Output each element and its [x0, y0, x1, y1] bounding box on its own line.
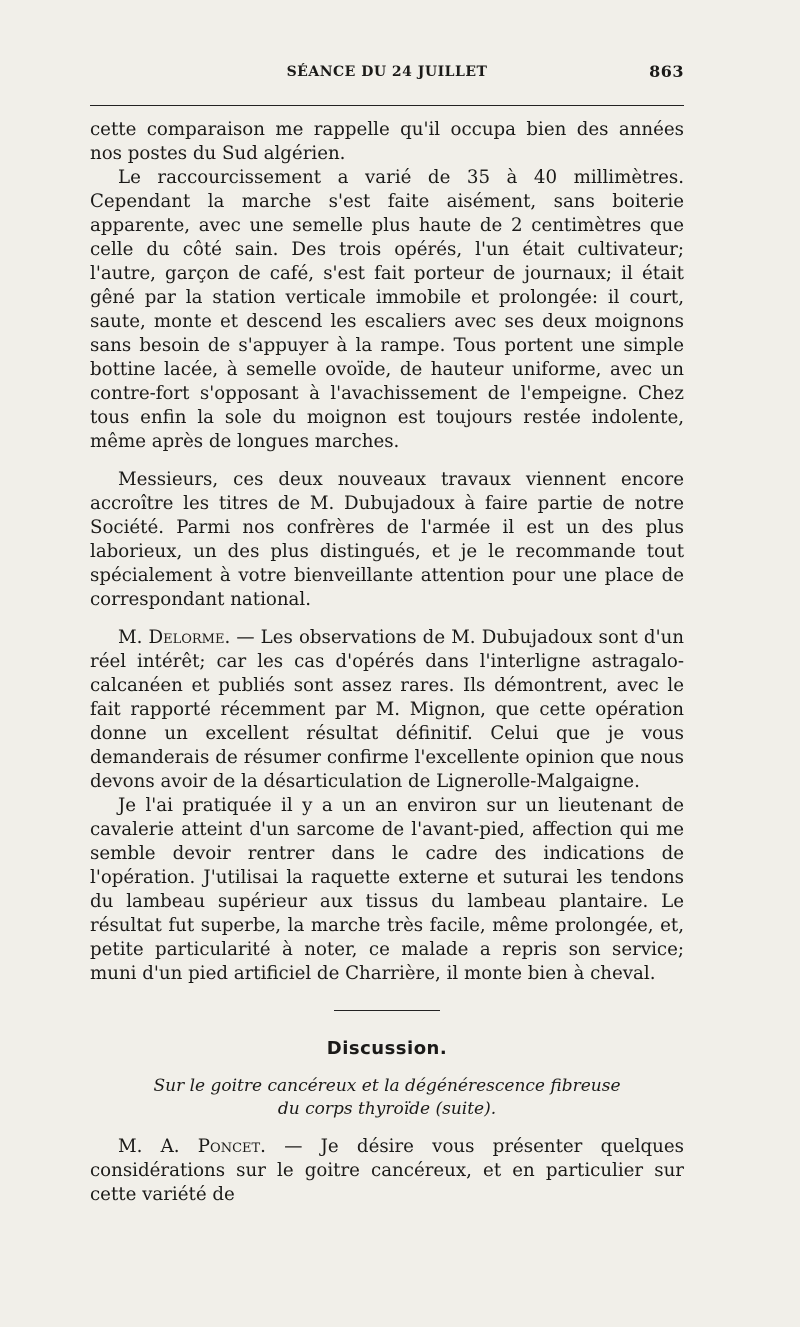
speech-poncet: — Je désire vous présenter quelques considérations sur le goitre cancéreux, et en particulier sur cette variété de: [90, 1136, 684, 1205]
paragraph-results: Le raccourcissement a varié de 35 à 40 millimètres. Cependant la marche s'est faite aisément, sans boiterie apparente, avec une semelle plus haute de 2 centimètres que celle du côté sain. Des trois opérés, l'un était cultivateur; l'autre, garçon de café, s'est fait porteur de journaux; il était gêné par la station verticale immobile et prolongée: il court, saute, monte et descend les escaliers avec ses deux moignons sans besoin de s'appuyer à la rampe. Tous portent une simple bottine lacée, à semelle ovoïde, de hauteur uniforme, avec un contre-fort s'opposant à l'avachissement de l'empeigne. Chez tous enfin la sole du moignon est toujours restée indolente, même après de longues marches.: [90, 167, 684, 452]
paragraph-recommendation: Messieurs, ces deux nouveaux travaux viennent encore accroître les titres de M. Dubujadoux à faire partie de notre Société. Parmi nos confrères de l'armée il est un des plus laborieux, un des plus distingués, et je le recommande tout spécialement à votre bienveillante attention pour une place de correspondant national.: [90, 469, 684, 610]
subtitle-line-2: du corps thyroïde (suite).: [277, 1099, 497, 1119]
speaker-prefix: M.: [118, 627, 149, 648]
speaker-name-poncet: Poncet.: [197, 1136, 266, 1157]
subtitle-line-1: Sur le goitre cancéreux et la dégénérescence fibreuse: [153, 1076, 621, 1096]
discussion-subtitle: [90, 1075, 684, 1121]
page-number: 863: [649, 62, 684, 81]
page-header: [90, 62, 684, 86]
running-title: SÉANCE DU 24 JUILLET: [286, 64, 488, 80]
text-body: [90, 118, 684, 1207]
paragraph-poncet: [90, 1135, 684, 1207]
header-rule: [90, 105, 684, 106]
speech-delorme: — Les observations de M. Dubujadoux sont d'un réel intérêt; car les cas d'opérés dans l'interligne astragalo-calcanéen et publiés sont assez rares. Ils démontrent, avec le fait rapporté récemment par M. Mignon, que cette opération donne un excellent résultat définitif. Celui que je vous demanderais de résumer confirme l'excellente opinion que nous devons avoir de la désarticulation de Lignerolle-Malgaigne.: [90, 627, 684, 792]
section-separator: [334, 1010, 440, 1011]
paragraph-delorme: [90, 626, 684, 794]
speaker-prefix-poncet: M. A.: [118, 1136, 198, 1157]
discussion-heading: Discussion.: [326, 1038, 448, 1059]
speaker-name-delorme: Delorme.: [148, 627, 231, 648]
paragraph-continuation: cette comparaison me rappelle qu'il occupa bien des années nos postes du Sud algérien.: [90, 119, 684, 164]
paragraph-case: Je l'ai pratiquée il y a un an environ sur un lieutenant de cavalerie atteint d'un sarcome de l'avant-pied, affection qui me semble devoir rentrer dans le cadre des indications de l'opération. J'utilisai la raquette externe et suturai les tendons du lambeau supérieur aux tissus du lambeau plantaire. Le résultat fut superbe, la marche très facile, même prolongée, et, petite particularité à noter, ce malade a repris son service; muni d'un pied artificiel de Charrière, il monte bien à cheval.: [90, 795, 684, 984]
